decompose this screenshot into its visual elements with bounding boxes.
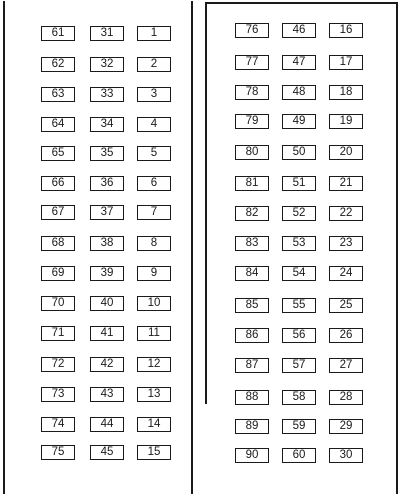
fuse-48: 48: [282, 85, 316, 100]
fuse-8: 8: [137, 236, 171, 251]
fuse-39: 39: [90, 266, 124, 281]
fuse-34: 34: [90, 117, 124, 132]
fuse-59: 59: [282, 419, 316, 434]
fuse-9: 9: [137, 266, 171, 281]
fuse-33: 33: [90, 87, 124, 102]
fuse-15: 15: [137, 445, 171, 460]
fuse-35: 35: [90, 146, 124, 161]
fuse-44: 44: [90, 417, 124, 432]
fuse-31: 31: [90, 26, 124, 41]
fuse-49: 49: [282, 114, 316, 129]
fuse-81: 81: [235, 176, 269, 191]
fuse-20: 20: [329, 145, 363, 160]
fuse-7: 7: [137, 205, 171, 220]
fuse-73: 73: [41, 387, 75, 402]
fuse-50: 50: [282, 145, 316, 160]
fuse-36: 36: [90, 176, 124, 191]
fuse-70: 70: [41, 296, 75, 311]
fuse-68: 68: [41, 236, 75, 251]
fuse-25: 25: [329, 298, 363, 313]
fuse-37: 37: [90, 205, 124, 220]
fuse-87: 87: [235, 358, 269, 373]
fuse-56: 56: [282, 328, 316, 343]
fuse-88: 88: [235, 390, 269, 405]
fuse-2: 2: [137, 57, 171, 72]
fuse-28: 28: [329, 390, 363, 405]
fuse-74: 74: [41, 417, 75, 432]
fuse-23: 23: [329, 236, 363, 251]
fuse-30: 30: [329, 448, 363, 463]
fuse-69: 69: [41, 266, 75, 281]
fuse-1: 1: [137, 26, 171, 41]
fuse-75: 75: [41, 445, 75, 460]
fuse-38: 38: [90, 236, 124, 251]
fuse-13: 13: [137, 387, 171, 402]
fuse-46: 46: [282, 23, 316, 38]
fuse-4: 4: [137, 117, 171, 132]
fuse-21: 21: [329, 176, 363, 191]
fuse-66: 66: [41, 176, 75, 191]
fuse-14: 14: [137, 417, 171, 432]
fuse-17: 17: [329, 55, 363, 70]
fuse-45: 45: [90, 445, 124, 460]
fuse-90: 90: [235, 448, 269, 463]
fuse-3: 3: [137, 87, 171, 102]
fuse-67: 67: [41, 205, 75, 220]
fuse-43: 43: [90, 387, 124, 402]
fuse-54: 54: [282, 266, 316, 281]
fuse-76: 76: [235, 23, 269, 38]
fuse-85: 85: [235, 298, 269, 313]
fuse-61: 61: [41, 26, 75, 41]
fuse-55: 55: [282, 298, 316, 313]
fuse-53: 53: [282, 236, 316, 251]
fuse-51: 51: [282, 176, 316, 191]
fuse-47: 47: [282, 55, 316, 70]
fuse-57: 57: [282, 358, 316, 373]
fuse-60: 60: [282, 448, 316, 463]
fuse-12: 12: [137, 357, 171, 372]
fuse-82: 82: [235, 206, 269, 221]
fuse-29: 29: [329, 419, 363, 434]
fuse-26: 26: [329, 328, 363, 343]
fuse-84: 84: [235, 266, 269, 281]
fuse-80: 80: [235, 145, 269, 160]
fuse-24: 24: [329, 266, 363, 281]
fuse-32: 32: [90, 57, 124, 72]
fuse-58: 58: [282, 390, 316, 405]
fuse-89: 89: [235, 419, 269, 434]
fuse-19: 19: [329, 114, 363, 129]
fuse-22: 22: [329, 206, 363, 221]
fuse-83: 83: [235, 236, 269, 251]
fuse-63: 63: [41, 87, 75, 102]
fuse-16: 16: [329, 23, 363, 38]
fuse-64: 64: [41, 117, 75, 132]
fuse-78: 78: [235, 85, 269, 100]
fuse-62: 62: [41, 57, 75, 72]
fuse-77: 77: [235, 55, 269, 70]
fuse-41: 41: [90, 326, 124, 341]
fuse-11: 11: [137, 326, 171, 341]
fuse-5: 5: [137, 146, 171, 161]
fuse-79: 79: [235, 114, 269, 129]
fuse-86: 86: [235, 328, 269, 343]
fuse-42: 42: [90, 357, 124, 372]
fuse-27: 27: [329, 358, 363, 373]
fuse-40: 40: [90, 296, 124, 311]
fuse-65: 65: [41, 146, 75, 161]
fuse-72: 72: [41, 357, 75, 372]
fuse-18: 18: [329, 85, 363, 100]
fuse-6: 6: [137, 176, 171, 191]
fuse-71: 71: [41, 326, 75, 341]
fuse-10: 10: [137, 296, 171, 311]
fuse-52: 52: [282, 206, 316, 221]
